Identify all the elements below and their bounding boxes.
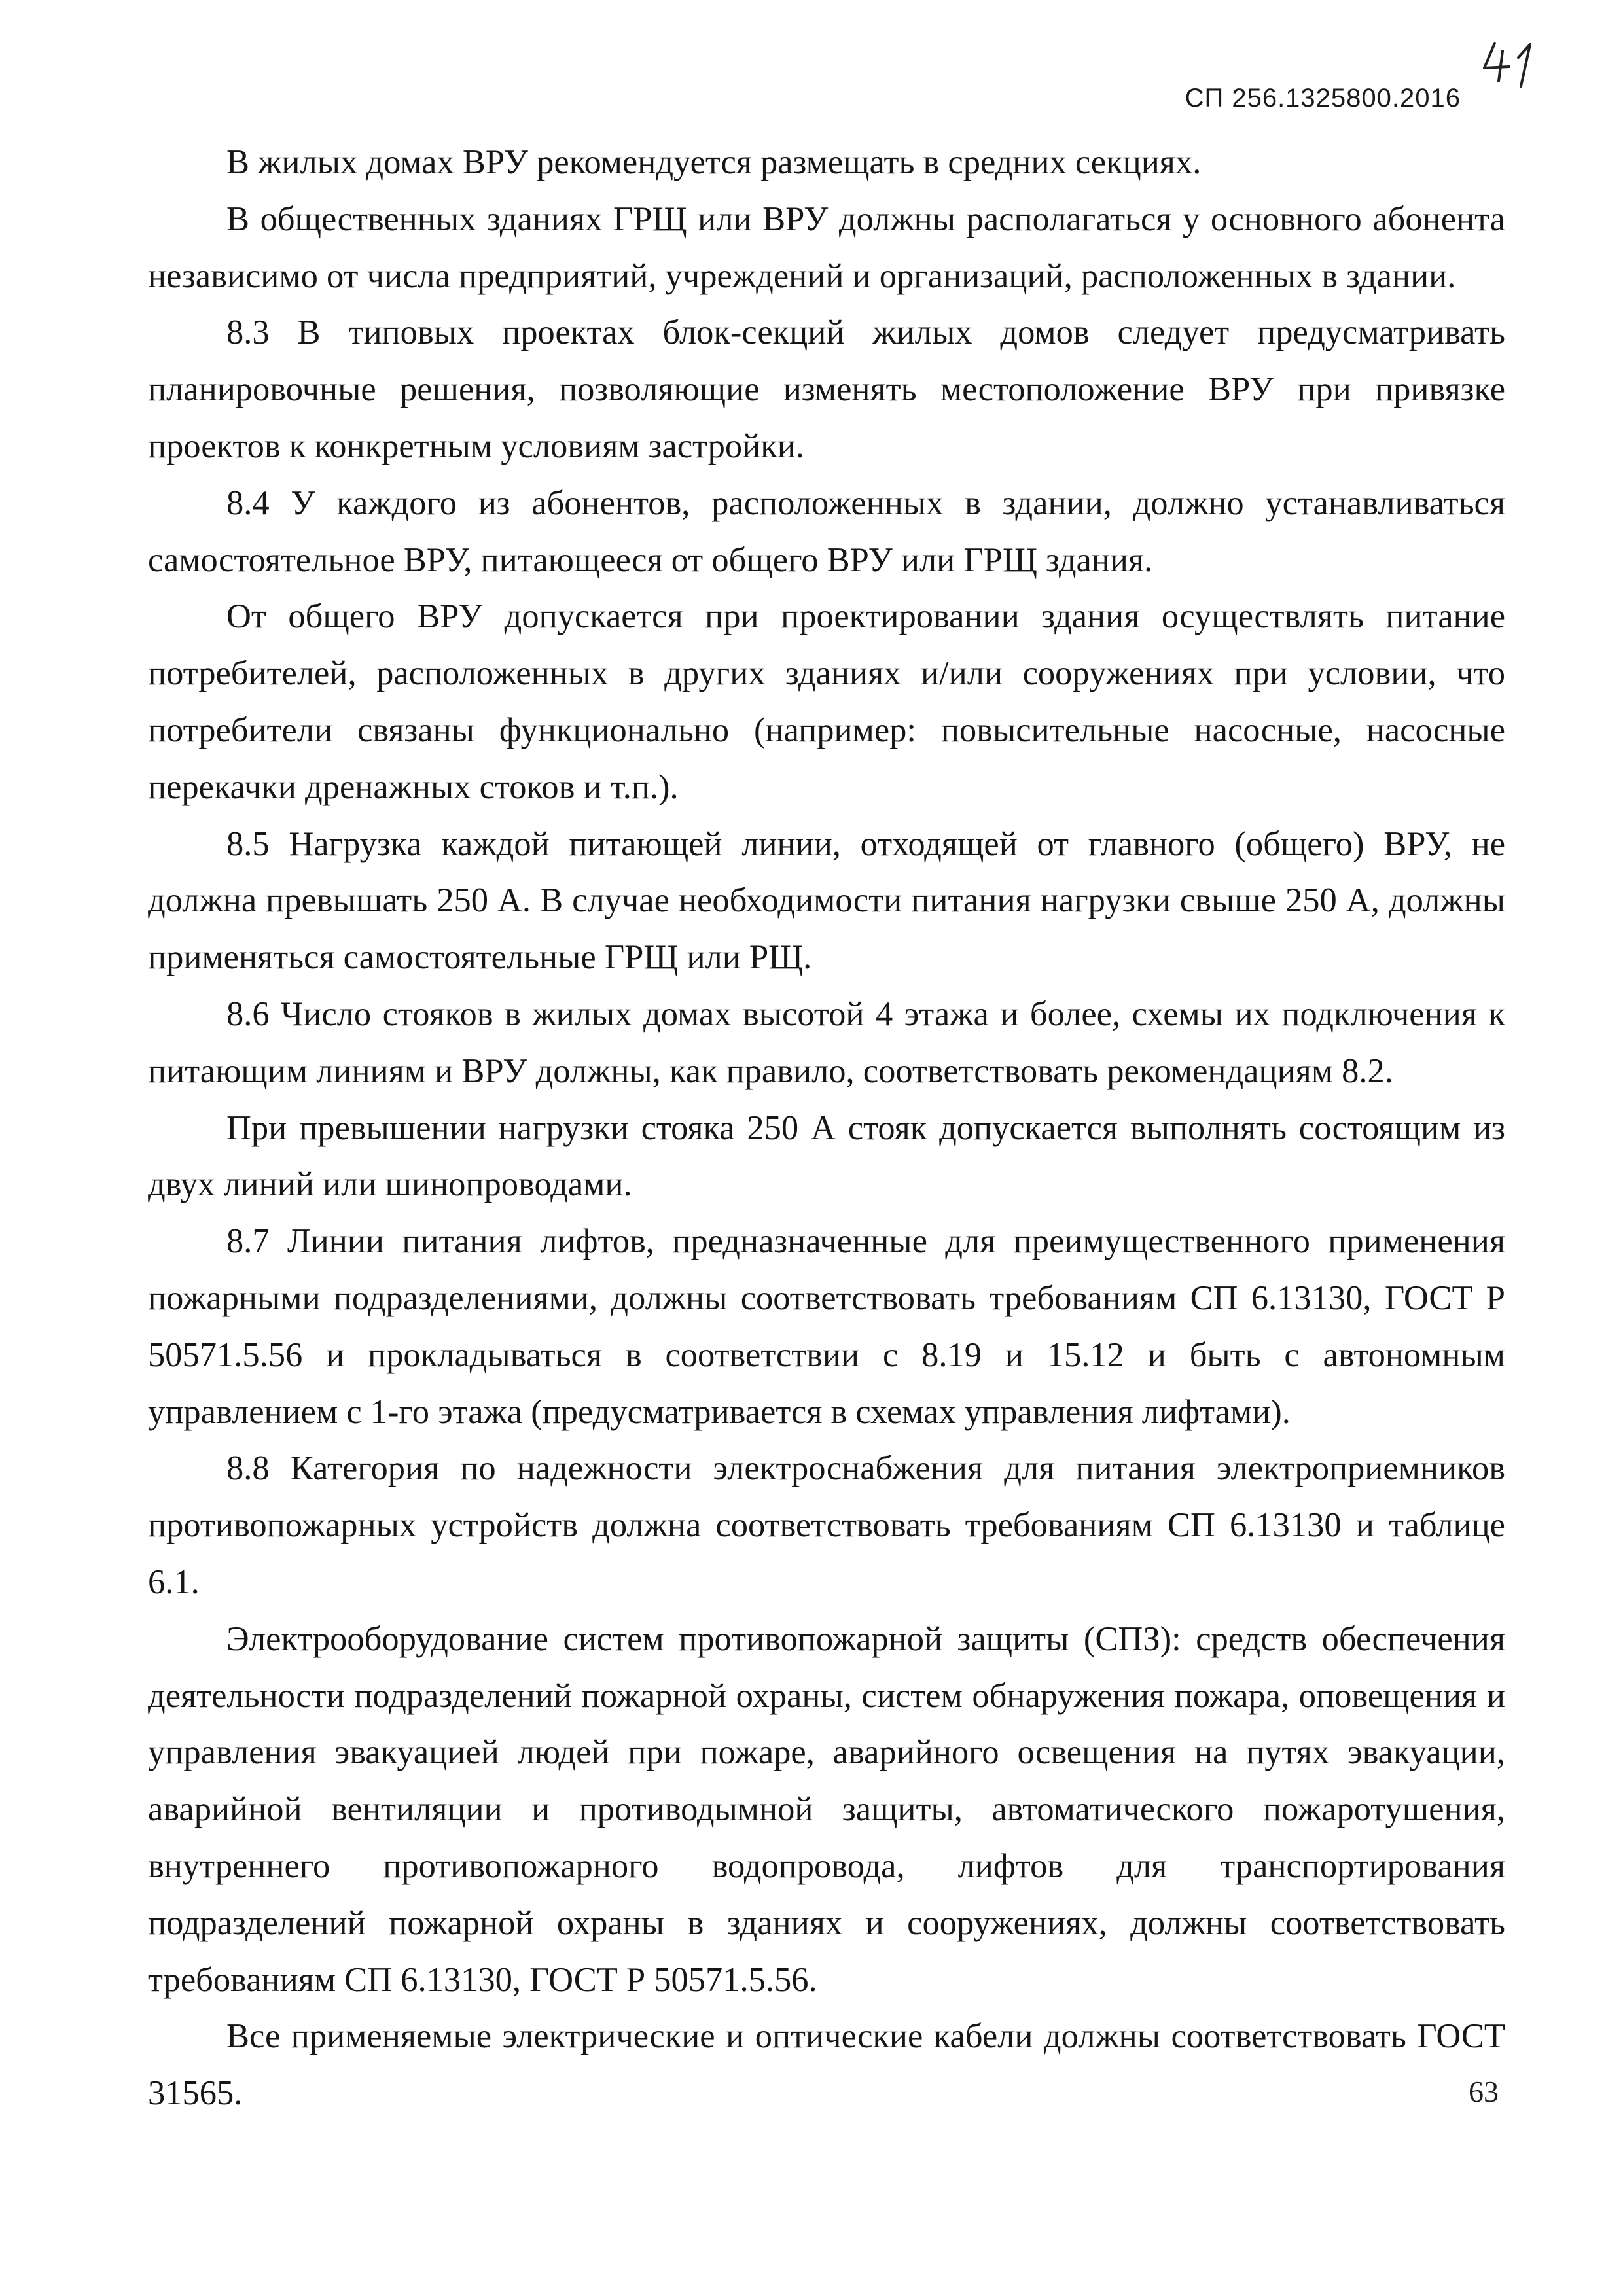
paragraph-8-7: 8.7 Линии питания лифтов, предназначенные для преимущественного применения пожарными подразделениями, должны соответствовать требованиям СП 6.13130, ГОСТ Р 50571.5.56 и прокладываться в соответствии с 8.19 и 15.12 и быть с автономным управлением с 1-го этажа (предусматривается в схемах управления лифтами). bbox=[148, 1222, 1505, 1431]
document-code: СП 256.1325800.2016 bbox=[1185, 84, 1461, 113]
paragraph-8-8: 8.8 Категория по надежности электроснабжения для питания электроприемников противопожарных устройств должна соответствовать требованиям СП 6.13130 и таблице 6.1. bbox=[148, 1449, 1505, 1601]
paragraph-8-5: 8.5 Нагрузка каждой питающей линии, отходящей от главного (общего) ВРУ, не должна превышать 250 А. В случае необходимости питания нагрузки свыше 250 А, должны применяться самостоятельные ГРЩ или РЩ. bbox=[148, 824, 1505, 977]
paragraph-8-6: 8.6 Число стояков в жилых домах высотой 4 этажа и более, схемы их подключения к питающим линиям и ВРУ должны, как правило, соответствовать рекомендациям 8.2. bbox=[148, 995, 1505, 1090]
paragraph: Все применяемые электрические и оптические кабели должны соответствовать ГОСТ 31565. bbox=[148, 2017, 1505, 2113]
paragraph-8-3: 8.3 В типовых проектах блок-секций жилых домов следует предусматривать планировочные решения, позволяющие изменять местоположение ВРУ при привязке проектов к конкретным условиям застройки. bbox=[148, 313, 1505, 465]
handwritten-sheet-number bbox=[1480, 38, 1552, 94]
paragraph: При превышении нагрузки стояка 250 А стояк допускается выполнять состоящим из двух линий или шинопроводами. bbox=[148, 1108, 1505, 1204]
paragraph: В общественных зданиях ГРЩ или ВРУ должны располагаться у основного абонента независимо от числа предприятий, учреждений и организаций, расположенных в здании. bbox=[148, 200, 1505, 295]
page-number: 63 bbox=[1469, 2075, 1499, 2108]
handwritten-41-mark bbox=[1480, 38, 1552, 90]
paragraph: От общего ВРУ допускается при проектировании здания осуществлять питание потребителей, расположенных в других зданиях и/или сооружениях при условии, что потребители связаны функционально (например: повысительные насосные, насосные перекачки дренажных стоков и т.п.). bbox=[148, 597, 1505, 806]
paragraph: Электрооборудование систем противопожарной защиты (СПЗ): средств обеспечения деятельности подразделений пожарной охраны, систем обнаружения пожара, оповещения и управления эвакуацией людей при пожаре, аварийного освещения на путях эвакуации, аварийной вентиляции и противодымной защиты, автоматического пожаротушения, внутреннего противопожарного водопровода, лифтов для транспортирования подразделений пожарной охраны в зданиях и сооружениях, должны соответствовать требованиям СП 6.13130, ГОСТ Р 50571.5.56. bbox=[148, 1619, 1505, 1999]
paragraph: В жилых домах ВРУ рекомендуется размещать в средних секциях. bbox=[226, 143, 1202, 181]
paragraph-8-4: 8.4 У каждого из абонентов, расположенных в здании, должно устанавливаться самостоятельное ВРУ, питающееся от общего ВРУ или ГРЩ здания. bbox=[148, 484, 1505, 579]
document-body bbox=[148, 134, 1505, 2122]
